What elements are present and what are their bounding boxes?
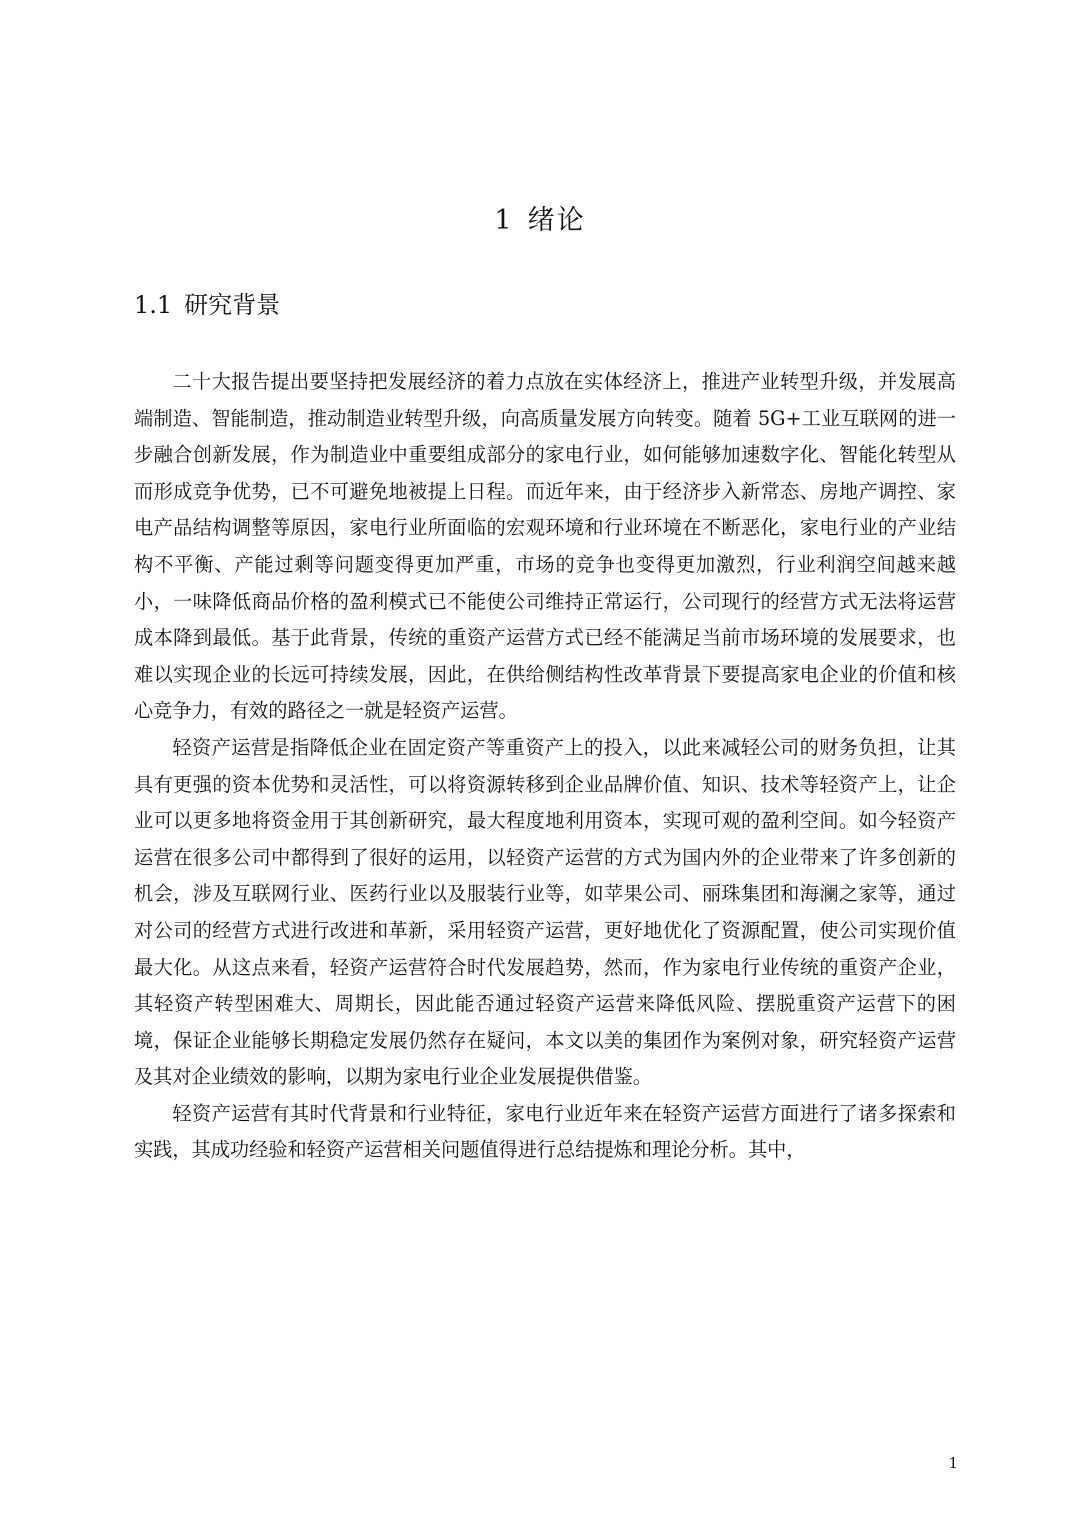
- chapter-title: [0, 198, 1080, 237]
- paragraph-1: 二十大报告提出要坚持把发展经济的着力点放在实体经济上，推进产业转型升级，并发展高端制造、智能制造，推动制造业转型升级，向高质量发展方向转变。随着 5G+工业互联网的进一步融合创新发展，作为制造业中重要组成部分的家电行业，如何能够加速数字化、智能化转型从而形成竞争优势，已不可避免地被提上日程。而近年来，由于经济步入新常态、房地产调控、家电产品结构调整等原因，家电行业所面临的宏观环境和行业环境在不断恶化，家电行业的产业结构不平衡、产能过剩等问题变得更加严重，市场的竞争也变得更加激烈，行业利润空间越来越小，一味降低商品价格的盈利模式已不能使公司维持正常运行，公司现行的经营方式无法将运营成本降到最低。基于此背景，传统的重资产运营方式已经不能满足当前市场环境的发展要求，也难以实现企业的长远可持续发展，因此，在供给侧结构性改革背景下要提高家电企业的价值和核心竞争力，有效的路径之一就是轻资产运营。: [134, 370, 956, 723]
- section-title-text: 研究背景: [184, 291, 281, 319]
- section-number: 1.1: [134, 291, 173, 319]
- body-text: [134, 364, 956, 1169]
- paragraph-3: 轻资产运营有其时代背景和行业特征，家电行业近年来在轻资产运营方面进行了诸多探索和实践，其成功经验和轻资产运营相关问题值得进行总结提炼和理论分析。其中，: [134, 1101, 956, 1162]
- section-title: [134, 285, 280, 320]
- chapter-number: 1: [494, 205, 514, 236]
- chapter-title-text: 绪论: [527, 205, 586, 236]
- page-number: 1: [948, 1454, 958, 1472]
- paragraph-2: 轻资产运营是指降低企业在固定资产等重资产上的投入，以此来减轻公司的财务负担，让其具有更强的资本优势和灵活性，可以将资源转移到企业品牌价值、知识、技术等轻资产上，让企业可以更多地将资金用于其创新研究，最大程度地利用资本，实现可观的盈利空间。如今轻资产运营在很多公司中都得到了很好的运用，以轻资产运营的方式为国内外的企业带来了许多创新的机会，涉及互联网行业、医药行业以及服装行业等，如苹果公司、丽珠集团和海澜之家等，通过对公司的经营方式进行改进和革新，采用轻资产运营，更好地优化了资源配置，使公司实现价值最大化。从这点来看，轻资产运营符合时代发展趋势，然而，作为家电行业传统的重资产企业，其轻资产转型困难大、周期长，因此能否通过轻资产运营来降低风险、摆脱重资产运营下的困境，保证企业能够长期稳定发展仍然存在疑问，本文以美的集团作为案例对象，研究轻资产运营及其对企业绩效的影响，以期为家电行业企业发展提供借鉴。: [134, 735, 956, 1089]
